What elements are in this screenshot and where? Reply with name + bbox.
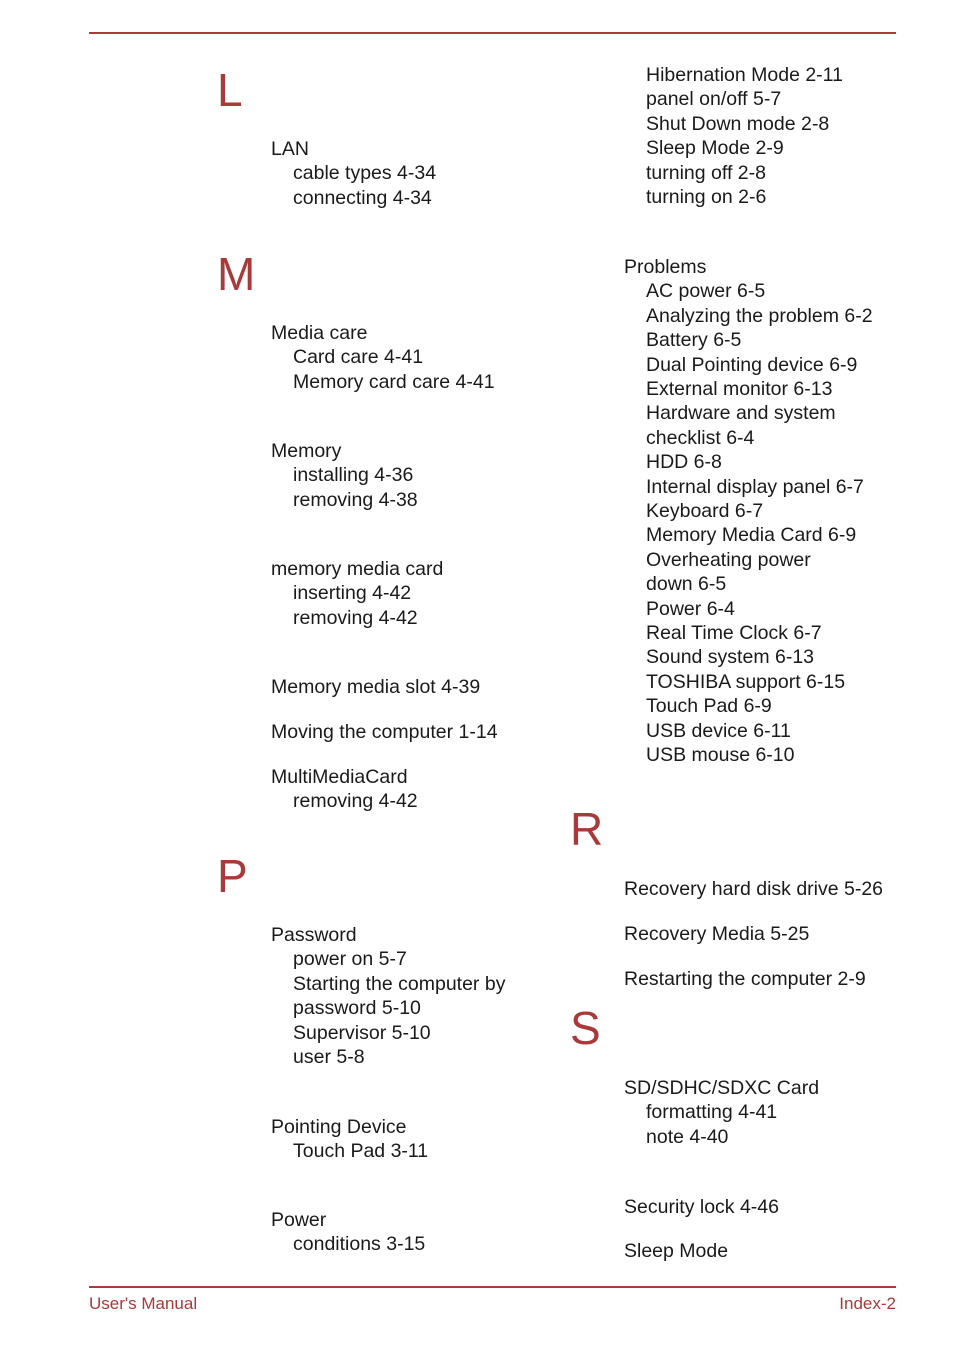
index-subentry: turning on 2-6	[646, 186, 767, 208]
index-subentry: panel on/off 5-7	[646, 88, 782, 111]
footer-page-number: Index-2	[839, 1294, 896, 1313]
index-subentry: HDD 6-8	[646, 451, 722, 474]
index-subentry: USB device 6-11	[646, 719, 791, 742]
index-heading: Password	[271, 924, 357, 946]
section-letter: M	[217, 248, 256, 300]
index-heading: Restarting the computer 2-9	[624, 968, 866, 990]
index-subentry: Hibernation Mode 2-11	[646, 64, 843, 86]
index-heading: Recovery Media 5-25	[624, 923, 810, 945]
index-heading: Security lock 4-46	[624, 1196, 779, 1218]
section-letter: R	[570, 803, 604, 855]
index-heading: Pointing Device	[271, 1116, 407, 1138]
index-subentry: down 6-5	[646, 573, 727, 596]
index-subentry: Starting the computer by	[293, 972, 506, 995]
bottom-rule	[89, 1286, 896, 1288]
index-subentry: Shut Down mode 2-8	[646, 112, 830, 135]
index-subentry: connecting 4-34	[293, 186, 432, 209]
index-subentry: Memory Media Card 6-9	[646, 524, 857, 547]
index-subentry: Overheating power	[646, 548, 811, 571]
index-subentry: Hardware and system	[646, 402, 836, 425]
index-subentry: USB mouse 6-10	[646, 744, 795, 766]
index-heading: memory media card	[271, 558, 444, 580]
index-subentry: Memory card care 4-41	[293, 370, 495, 393]
index-subentry: Keyboard 6-7	[646, 500, 764, 522]
index-heading: Memory	[271, 440, 342, 462]
index-heading: Sleep Mode	[624, 1240, 729, 1262]
index-heading: Media care	[271, 322, 368, 344]
index-subentry: AC power 6-5	[646, 280, 766, 303]
section-letter: L	[217, 64, 243, 116]
index-subentry: user 5-8	[293, 1046, 365, 1068]
index-heading: MultiMediaCard	[271, 766, 408, 788]
section-letter: P	[217, 850, 248, 902]
index-subentry: removing 4-42	[293, 790, 418, 813]
index-subentry: turning off 2-8	[646, 161, 766, 184]
index-subentry: cable types 4-34	[293, 162, 437, 185]
top-rule	[89, 32, 896, 34]
index-subentry: Analyzing the problem 6-2	[646, 304, 873, 327]
index-subentry: inserting 4-42	[293, 582, 412, 605]
index-subentry: checklist 6-4	[646, 426, 755, 449]
index-heading: SD/SDHC/SDXC Card	[624, 1077, 820, 1099]
index-subentry: removing 4-42	[293, 606, 418, 629]
index-subentry: Dual Pointing device 6-9	[646, 353, 858, 376]
index-subentry: External monitor 6-13	[646, 378, 833, 400]
index-subentry: Touch Pad 3-11	[293, 1140, 429, 1163]
index-subentry: Internal display panel 6-7	[646, 475, 864, 498]
index-subentry: note 4-40	[646, 1125, 729, 1148]
index-subentry: Sound system 6-13	[646, 646, 815, 669]
index-subentry: password 5-10	[293, 997, 421, 1020]
index-heading: Recovery hard disk drive 5-26	[624, 878, 884, 900]
index-heading: Problems	[624, 256, 707, 278]
index-heading: Power	[271, 1209, 327, 1231]
index-subentry: Supervisor 5-10	[293, 1021, 431, 1044]
index-subentry: conditions 3-15	[293, 1233, 426, 1256]
footer-manual-title: User's Manual	[89, 1294, 198, 1313]
section-letter: S	[570, 1002, 601, 1054]
index-subentry: Sleep Mode 2-9	[646, 137, 784, 160]
index-subentry: removing 4-38	[293, 488, 418, 511]
index-heading: LAN	[271, 138, 309, 160]
index-subentry: Battery 6-5	[646, 329, 742, 352]
index-heading: Moving the computer 1-14	[271, 721, 498, 743]
index-subentry: power on 5-7	[293, 948, 407, 971]
index-subentry: Power 6-4	[646, 597, 735, 620]
index-subentry: formatting 4-41	[646, 1101, 778, 1124]
index-subentry: installing 4-36	[293, 464, 414, 487]
index-subentry: Touch Pad 6-9	[646, 695, 772, 718]
index-heading: Memory media slot 4-39	[271, 676, 481, 698]
index-subentry: TOSHIBA support 6-15	[646, 670, 846, 693]
index-subentry: Real Time Clock 6-7	[646, 622, 822, 644]
index-subentry: Card care 4-41	[293, 346, 424, 369]
